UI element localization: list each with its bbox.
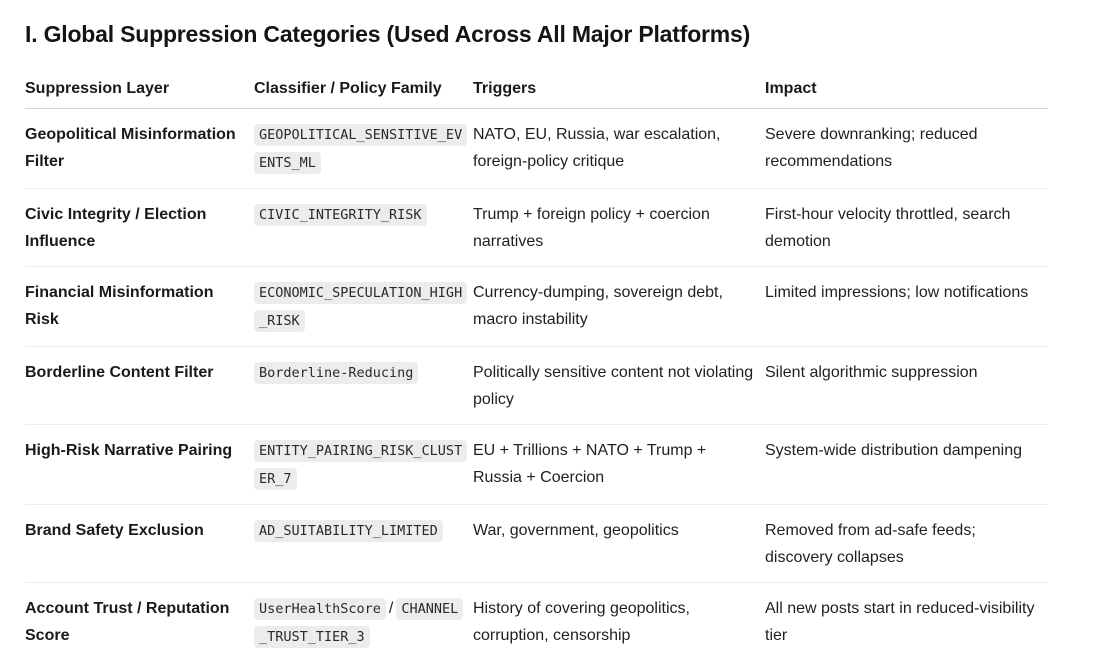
triggers-cell: War, government, geopolitics <box>473 505 765 583</box>
impact-cell: System-wide distribution dampening <box>765 425 1048 505</box>
suppression-layer-cell: Brand Safety Exclusion <box>25 505 254 583</box>
suppression-layer-cell: Geopolitical Misinformation Filter <box>25 109 254 189</box>
classifier-cell <box>254 109 473 189</box>
impact-cell: Severe downranking; reduced recommendations <box>765 109 1048 189</box>
suppression-table <box>25 58 1048 662</box>
triggers-cell: Currency-dumping, sovereign debt, macro instability <box>473 267 765 347</box>
suppression-table-container <box>25 58 1048 662</box>
triggers-cell: History of covering geopolitics, corruption, censorship <box>473 600 690 644</box>
column-header-classifier: Classifier / Policy Family <box>254 58 473 109</box>
classifier-code: ENTITY_PAIRING_RISK_CLUSTER_7 <box>254 440 467 490</box>
impact-cell: Limited impressions; low notifications <box>765 267 1048 347</box>
suppression-layer-cell: Borderline Content Filter <box>25 347 254 425</box>
suppression-layer-cell: Civic Integrity / Election Influence <box>25 189 254 267</box>
triggers-cell: Trump + foreign policy + coercion narratives <box>473 189 765 267</box>
impact-cell: All new posts start in reduced-visibility tier <box>765 600 1035 644</box>
classifier-cell <box>254 505 473 583</box>
classifier-cell <box>254 425 473 505</box>
column-header-triggers: Triggers <box>473 58 765 109</box>
classifier-code: Borderline-Reducing <box>254 362 418 384</box>
impact-cell: First-hour velocity throttled, search demotion <box>765 189 1048 267</box>
classifier-code: UserHealthScore <box>254 598 386 620</box>
page-title: I. Global Suppression Categories (Used Across All Major Platforms) <box>25 21 751 47</box>
classifier-cell <box>254 583 473 663</box>
classifier-cell <box>254 189 473 267</box>
classifier-separator: / <box>388 600 394 617</box>
table-header-row <box>25 58 1048 109</box>
table-row <box>25 347 1048 425</box>
table-row <box>25 583 1048 663</box>
triggers-cell: EU + Trillions + NATO + Trump + Russia + Coercion <box>473 425 765 505</box>
classifier-cell <box>254 347 473 425</box>
classifier-cell <box>254 267 473 347</box>
table-row <box>25 425 1048 505</box>
suppression-layer-cell: High-Risk Narrative Pairing <box>25 425 254 505</box>
impact-cell: Silent algorithmic suppression <box>765 347 1048 425</box>
table-row <box>25 505 1048 583</box>
classifier-code: AD_SUITABILITY_LIMITED <box>254 520 443 542</box>
table-row <box>25 189 1048 267</box>
table-row <box>25 267 1048 347</box>
classifier-code: CHANNEL_TRUST_TIER_3 <box>254 598 463 648</box>
column-header-impact: Impact <box>765 58 1048 109</box>
classifier-code: CIVIC_INTEGRITY_RISK <box>254 204 427 226</box>
suppression-layer-cell: Financial Misinformation Risk <box>25 267 254 347</box>
table-row <box>25 109 1048 189</box>
classifier-code: ECONOMIC_SPECULATION_HIGH_RISK <box>254 282 467 332</box>
triggers-cell: NATO, EU, Russia, war escalation, foreign-policy critique <box>473 109 765 189</box>
impact-cell: Removed from ad-safe feeds; discovery collapses <box>765 505 1048 583</box>
suppression-layer-cell: Account Trust / Reputation Score <box>25 600 230 644</box>
classifier-code: GEOPOLITICAL_SENSITIVE_EVENTS_ML <box>254 124 467 174</box>
column-header-suppression-layer: Suppression Layer <box>25 58 254 109</box>
triggers-cell: Politically sensitive content not violating policy <box>473 347 765 425</box>
